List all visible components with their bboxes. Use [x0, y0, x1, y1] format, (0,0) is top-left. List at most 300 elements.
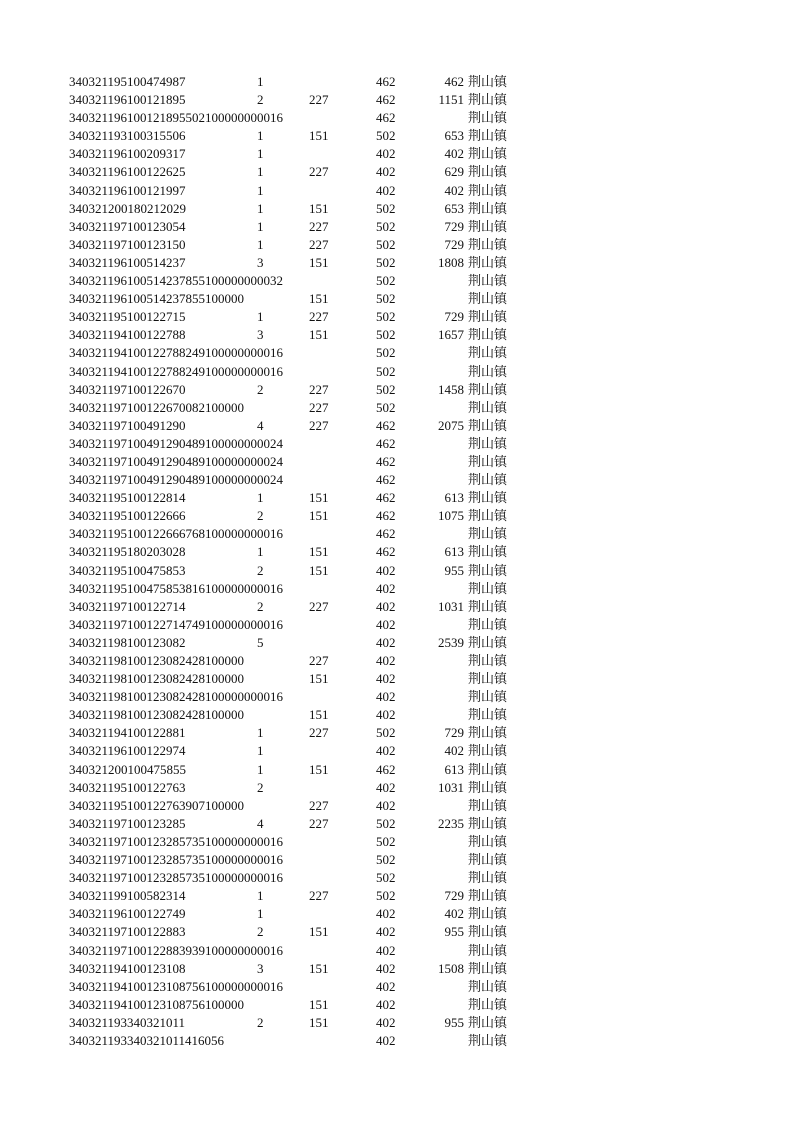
total-cell: 729 — [444, 309, 464, 325]
amount-b-cell: 462 — [376, 761, 396, 777]
amount-b-cell: 502 — [376, 363, 396, 379]
town-cell: 荆山镇 — [468, 797, 508, 813]
count-cell: 1 — [257, 74, 264, 89]
id-cell: 340321193340321011416056 — [69, 1032, 225, 1048]
town-cell: 荆山镇 — [468, 761, 508, 777]
id-cell: 340321198100123082 — [69, 634, 186, 650]
town-cell: 荆山镇 — [468, 1014, 508, 1030]
count-cell: 1 — [257, 743, 264, 759]
town-cell: 荆山镇 — [468, 978, 508, 994]
id-cell: 340321195100474987 — [69, 74, 186, 89]
amount-b-cell: 402 — [376, 743, 396, 759]
amount-b-cell: 502 — [376, 200, 396, 216]
id-cell: 340321196100122625 — [69, 164, 186, 180]
count-cell: 1 — [257, 761, 264, 777]
town-cell: 荆山镇 — [468, 146, 508, 162]
town-cell: 荆山镇 — [468, 689, 508, 705]
town-cell: 荆山镇 — [468, 200, 508, 216]
table-row — [0, 562, 793, 580]
town-cell: 荆山镇 — [468, 707, 508, 723]
count-cell: 3 — [257, 254, 264, 270]
table-row — [0, 290, 793, 308]
town-cell: 荆山镇 — [468, 490, 508, 506]
amount-b-cell: 502 — [376, 725, 396, 741]
id-cell: 340321197100123054 — [69, 218, 186, 234]
id-cell: 340321198100123082428100000 — [69, 653, 245, 668]
amount-a-cell: 151 — [309, 544, 329, 560]
id-cell: 340321197100123285735100000000016 — [69, 870, 284, 886]
amount-a-cell: 227 — [309, 164, 329, 180]
table-row — [0, 344, 793, 362]
table-row — [0, 272, 793, 290]
count-cell: 2 — [257, 562, 264, 578]
total-cell: 462 — [444, 74, 464, 89]
amount-a-cell: 151 — [309, 200, 329, 216]
amount-a-cell: 227 — [309, 888, 329, 904]
town-cell: 荆山镇 — [468, 417, 508, 433]
amount-a-cell: 151 — [309, 671, 329, 687]
town-cell: 荆山镇 — [468, 833, 508, 849]
total-cell: 402 — [444, 146, 464, 162]
count-cell: 1 — [257, 490, 264, 506]
town-cell: 荆山镇 — [468, 508, 508, 524]
count-cell: 2 — [257, 1014, 264, 1030]
count-cell: 1 — [257, 182, 264, 198]
count-cell: 1 — [257, 236, 264, 252]
amount-a-cell: 151 — [309, 960, 329, 976]
amount-a-cell: 151 — [309, 562, 329, 578]
id-cell: 340321200100475855 — [69, 761, 186, 777]
count-cell: 1 — [257, 200, 264, 216]
total-cell: 1031 — [438, 779, 464, 795]
table-row — [0, 127, 793, 145]
town-cell: 荆山镇 — [468, 1032, 508, 1048]
amount-a-cell: 151 — [309, 996, 329, 1012]
count-cell: 1 — [257, 888, 264, 904]
amount-a-cell: 151 — [309, 761, 329, 777]
amount-a-cell: 227 — [309, 399, 329, 415]
amount-b-cell: 402 — [376, 182, 396, 198]
amount-b-cell: 502 — [376, 309, 396, 325]
table-row — [0, 236, 793, 254]
amount-a-cell: 151 — [309, 128, 329, 144]
amount-b-cell: 402 — [376, 634, 396, 650]
town-cell: 荆山镇 — [468, 164, 508, 180]
table-row — [0, 471, 793, 489]
id-cell: 340321193100315506 — [69, 128, 186, 144]
table-row — [0, 1014, 793, 1032]
id-cell: 340321194100122788249100000000016 — [69, 363, 284, 379]
amount-b-cell: 402 — [376, 616, 396, 632]
count-cell: 3 — [257, 327, 264, 343]
amount-b-cell: 402 — [376, 707, 396, 723]
amount-b-cell: 462 — [376, 472, 396, 488]
total-cell: 2075 — [438, 417, 464, 433]
id-cell: 340321195100475853816100000000016 — [69, 580, 284, 596]
id-cell: 340321197100122670082100000 — [69, 399, 245, 415]
count-cell: 4 — [257, 417, 264, 433]
amount-b-cell: 462 — [376, 508, 396, 524]
amount-b-cell: 502 — [376, 381, 396, 397]
total-cell: 955 — [444, 1014, 464, 1030]
id-cell: 340321197100491290 — [69, 417, 186, 433]
count-cell: 2 — [257, 381, 264, 397]
table-row — [0, 163, 793, 181]
amount-b-cell: 462 — [376, 74, 396, 89]
id-cell: 340321197100122883 — [69, 924, 186, 940]
table-row — [0, 905, 793, 923]
amount-b-cell: 502 — [376, 870, 396, 886]
amount-b-cell: 502 — [376, 236, 396, 252]
amount-a-cell: 151 — [309, 1014, 329, 1030]
id-cell: 340321195100122814 — [69, 490, 186, 506]
id-cell: 340321196100514237855100000000032 — [69, 273, 284, 289]
total-cell: 1151 — [438, 92, 464, 108]
amount-b-cell: 502 — [376, 218, 396, 234]
table-row — [0, 435, 793, 453]
town-cell: 荆山镇 — [468, 291, 508, 307]
spreadsheet-page — [0, 73, 793, 1050]
amount-b-cell: 402 — [376, 562, 396, 578]
town-cell: 荆山镇 — [468, 435, 508, 451]
town-cell: 荆山镇 — [468, 743, 508, 759]
amount-b-cell: 402 — [376, 1032, 396, 1048]
amount-a-cell: 227 — [309, 417, 329, 433]
town-cell: 荆山镇 — [468, 273, 508, 289]
amount-b-cell: 402 — [376, 164, 396, 180]
total-cell: 955 — [444, 924, 464, 940]
amount-b-cell: 502 — [376, 399, 396, 415]
table-row — [0, 507, 793, 525]
town-cell: 荆山镇 — [468, 996, 508, 1012]
table-row — [0, 598, 793, 616]
id-cell: 340321194100123108 — [69, 960, 186, 976]
amount-b-cell: 502 — [376, 833, 396, 849]
table-row — [0, 724, 793, 742]
id-cell: 340321199100582314 — [69, 888, 186, 904]
count-cell: 2 — [257, 924, 264, 940]
total-cell: 653 — [444, 200, 464, 216]
table-row — [0, 652, 793, 670]
town-cell: 荆山镇 — [468, 544, 508, 560]
id-cell: 340321196100121895 — [69, 92, 186, 108]
id-cell: 340321195100122715 — [69, 309, 186, 325]
amount-a-cell: 227 — [309, 815, 329, 831]
table-row — [0, 616, 793, 634]
table-row — [0, 869, 793, 887]
amount-a-cell: 151 — [309, 508, 329, 524]
table-row — [0, 797, 793, 815]
table-row — [0, 923, 793, 941]
town-cell: 荆山镇 — [468, 236, 508, 252]
table-row — [0, 670, 793, 688]
id-cell: 340321196100122749 — [69, 906, 186, 922]
id-cell: 340321195100122763907100000 — [69, 797, 245, 813]
amount-b-cell: 402 — [376, 960, 396, 976]
amount-b-cell: 462 — [376, 110, 396, 126]
id-cell: 340321196100121895502100000000016 — [69, 110, 284, 126]
amount-b-cell: 462 — [376, 417, 396, 433]
count-cell: 2 — [257, 92, 264, 108]
id-cell: 340321197100491290489100000000024 — [69, 435, 284, 451]
town-cell: 荆山镇 — [468, 92, 508, 108]
amount-a-cell: 227 — [309, 236, 329, 252]
id-cell: 340321195180203028 — [69, 544, 186, 560]
id-cell: 340321200180212029 — [69, 200, 186, 216]
table-row — [0, 308, 793, 326]
count-cell: 1 — [257, 906, 264, 922]
amount-b-cell: 502 — [376, 327, 396, 343]
total-cell: 729 — [444, 888, 464, 904]
id-cell: 340321194100122881 — [69, 725, 186, 741]
count-cell: 1 — [257, 309, 264, 325]
count-cell: 2 — [257, 779, 264, 795]
amount-b-cell: 502 — [376, 128, 396, 144]
town-cell: 荆山镇 — [468, 598, 508, 614]
table-row — [0, 200, 793, 218]
amount-b-cell: 402 — [376, 996, 396, 1012]
table-row — [0, 73, 793, 91]
amount-b-cell: 502 — [376, 852, 396, 868]
total-cell: 729 — [444, 236, 464, 252]
id-cell: 340321195100122666 — [69, 508, 186, 524]
table-row — [0, 525, 793, 543]
town-cell: 荆山镇 — [468, 254, 508, 270]
amount-a-cell: 151 — [309, 490, 329, 506]
count-cell: 1 — [257, 218, 264, 234]
town-cell: 荆山镇 — [468, 110, 508, 126]
town-cell: 荆山镇 — [468, 453, 508, 469]
town-cell: 荆山镇 — [468, 74, 508, 89]
count-cell: 2 — [257, 508, 264, 524]
total-cell: 1458 — [438, 381, 464, 397]
amount-b-cell: 402 — [376, 978, 396, 994]
amount-b-cell: 462 — [376, 453, 396, 469]
id-cell: 340321197100122670 — [69, 381, 186, 397]
amount-b-cell: 402 — [376, 146, 396, 162]
town-cell: 荆山镇 — [468, 472, 508, 488]
table-row — [0, 182, 793, 200]
id-cell: 340321197100123285 — [69, 815, 186, 831]
id-cell: 340321196100121997 — [69, 182, 186, 198]
id-cell: 340321196100514237 — [69, 254, 186, 270]
table-row — [0, 91, 793, 109]
id-cell: 340321197100122714749100000000016 — [69, 616, 284, 632]
count-cell: 2 — [257, 598, 264, 614]
table-row — [0, 326, 793, 344]
town-cell: 荆山镇 — [468, 616, 508, 632]
total-cell: 1031 — [438, 598, 464, 614]
count-cell: 1 — [257, 146, 264, 162]
table-row — [0, 399, 793, 417]
town-cell: 荆山镇 — [468, 182, 508, 198]
id-cell: 340321198100123082428100000 — [69, 707, 245, 723]
amount-b-cell: 502 — [376, 815, 396, 831]
id-cell: 340321197100491290489100000000024 — [69, 472, 284, 488]
town-cell: 荆山镇 — [468, 725, 508, 741]
total-cell: 402 — [444, 182, 464, 198]
amount-b-cell: 502 — [376, 291, 396, 307]
id-cell: 340321193340321011 — [69, 1014, 186, 1030]
table-row — [0, 489, 793, 507]
id-cell: 340321198100123082428100000 — [69, 671, 245, 687]
amount-b-cell: 402 — [376, 942, 396, 958]
town-cell: 荆山镇 — [468, 924, 508, 940]
total-cell: 1075 — [438, 508, 464, 524]
amount-b-cell: 502 — [376, 345, 396, 361]
amount-b-cell: 462 — [376, 544, 396, 560]
id-cell: 340321195100122763 — [69, 779, 186, 795]
table-row — [0, 453, 793, 471]
amount-a-cell: 151 — [309, 254, 329, 270]
id-cell: 340321194100122788249100000000016 — [69, 345, 284, 361]
total-cell: 1808 — [438, 254, 464, 270]
table-row — [0, 960, 793, 978]
count-cell: 1 — [257, 725, 264, 741]
total-cell: 653 — [444, 128, 464, 144]
id-cell: 340321195100475853 — [69, 562, 186, 578]
town-cell: 荆山镇 — [468, 634, 508, 650]
amount-a-cell: 227 — [309, 725, 329, 741]
amount-b-cell: 502 — [376, 273, 396, 289]
table-row — [0, 706, 793, 724]
table-row — [0, 254, 793, 272]
amount-a-cell: 227 — [309, 653, 329, 668]
town-cell: 荆山镇 — [468, 852, 508, 868]
town-cell: 荆山镇 — [468, 327, 508, 343]
amount-b-cell: 462 — [376, 92, 396, 108]
total-cell: 613 — [444, 544, 464, 560]
amount-b-cell: 402 — [376, 779, 396, 795]
id-cell: 340321194100123108756100000000016 — [69, 978, 284, 994]
total-cell: 729 — [444, 725, 464, 741]
total-cell: 2235 — [438, 815, 464, 831]
amount-b-cell: 502 — [376, 888, 396, 904]
town-cell: 荆山镇 — [468, 128, 508, 144]
table-row — [0, 761, 793, 779]
count-cell: 1 — [257, 544, 264, 560]
table-row — [0, 580, 793, 598]
town-cell: 荆山镇 — [468, 960, 508, 976]
table-row — [0, 218, 793, 236]
count-cell: 1 — [257, 128, 264, 144]
town-cell: 荆山镇 — [468, 870, 508, 886]
total-cell: 629 — [444, 164, 464, 180]
town-cell: 荆山镇 — [468, 906, 508, 922]
table-row — [0, 942, 793, 960]
table-row — [0, 815, 793, 833]
total-cell: 613 — [444, 490, 464, 506]
total-cell: 729 — [444, 218, 464, 234]
table-row — [0, 742, 793, 760]
amount-a-cell: 151 — [309, 327, 329, 343]
id-cell: 340321197100123285735100000000016 — [69, 852, 284, 868]
amount-b-cell: 402 — [376, 924, 396, 940]
town-cell: 荆山镇 — [468, 345, 508, 361]
table-row — [0, 145, 793, 163]
table-row — [0, 996, 793, 1014]
amount-b-cell: 402 — [376, 689, 396, 705]
id-cell: 340321196100209317 — [69, 146, 186, 162]
table-row — [0, 833, 793, 851]
id-cell: 340321194100122788 — [69, 327, 186, 343]
town-cell: 荆山镇 — [468, 815, 508, 831]
id-cell: 340321196100122974 — [69, 743, 186, 759]
id-cell: 340321195100122666768100000000016 — [69, 526, 284, 542]
amount-b-cell: 502 — [376, 254, 396, 270]
table-row — [0, 978, 793, 996]
count-cell: 3 — [257, 960, 264, 976]
town-cell: 荆山镇 — [468, 309, 508, 325]
amount-a-cell: 151 — [309, 291, 329, 307]
town-cell: 荆山镇 — [468, 399, 508, 415]
amount-a-cell: 151 — [309, 707, 329, 723]
id-cell: 340321197100122714 — [69, 598, 186, 614]
table-row — [0, 1032, 793, 1050]
town-cell: 荆山镇 — [468, 218, 508, 234]
town-cell: 荆山镇 — [468, 942, 508, 958]
count-cell: 5 — [257, 634, 264, 650]
town-cell: 荆山镇 — [468, 562, 508, 578]
amount-b-cell: 402 — [376, 1014, 396, 1030]
amount-a-cell: 227 — [309, 92, 329, 108]
amount-b-cell: 402 — [376, 598, 396, 614]
table-row — [0, 543, 793, 561]
amount-b-cell: 462 — [376, 490, 396, 506]
town-cell: 荆山镇 — [468, 526, 508, 542]
total-cell: 1657 — [438, 327, 464, 343]
table-row — [0, 109, 793, 127]
table-row — [0, 381, 793, 399]
table-row — [0, 688, 793, 706]
id-cell: 340321197100491290489100000000024 — [69, 453, 284, 469]
table-row — [0, 779, 793, 797]
town-cell: 荆山镇 — [468, 653, 508, 668]
amount-a-cell: 227 — [309, 381, 329, 397]
count-cell: 1 — [257, 164, 264, 180]
amount-a-cell: 227 — [309, 797, 329, 813]
amount-b-cell: 462 — [376, 435, 396, 451]
total-cell: 2539 — [438, 634, 464, 650]
amount-b-cell: 462 — [376, 526, 396, 542]
total-cell: 1508 — [438, 960, 464, 976]
amount-a-cell: 151 — [309, 924, 329, 940]
total-cell: 613 — [444, 761, 464, 777]
id-cell: 340321196100514237855100000 — [69, 291, 245, 307]
count-cell: 4 — [257, 815, 264, 831]
amount-a-cell: 227 — [309, 218, 329, 234]
amount-b-cell: 402 — [376, 580, 396, 596]
town-cell: 荆山镇 — [468, 381, 508, 397]
table-row — [0, 851, 793, 869]
total-cell: 955 — [444, 562, 464, 578]
id-cell: 340321194100123108756100000 — [69, 996, 245, 1012]
town-cell: 荆山镇 — [468, 363, 508, 379]
id-cell: 340321197100123285735100000000016 — [69, 833, 284, 849]
id-cell: 340321197100122883939100000000016 — [69, 942, 284, 958]
table-row — [0, 417, 793, 435]
amount-b-cell: 402 — [376, 671, 396, 687]
town-cell: 荆山镇 — [468, 580, 508, 596]
id-cell: 340321198100123082428100000000016 — [69, 689, 284, 705]
amount-a-cell: 227 — [309, 598, 329, 614]
town-cell: 荆山镇 — [468, 671, 508, 687]
amount-b-cell: 402 — [376, 906, 396, 922]
table-row — [0, 887, 793, 905]
table-row — [0, 363, 793, 381]
amount-a-cell: 227 — [309, 309, 329, 325]
table-row — [0, 634, 793, 652]
